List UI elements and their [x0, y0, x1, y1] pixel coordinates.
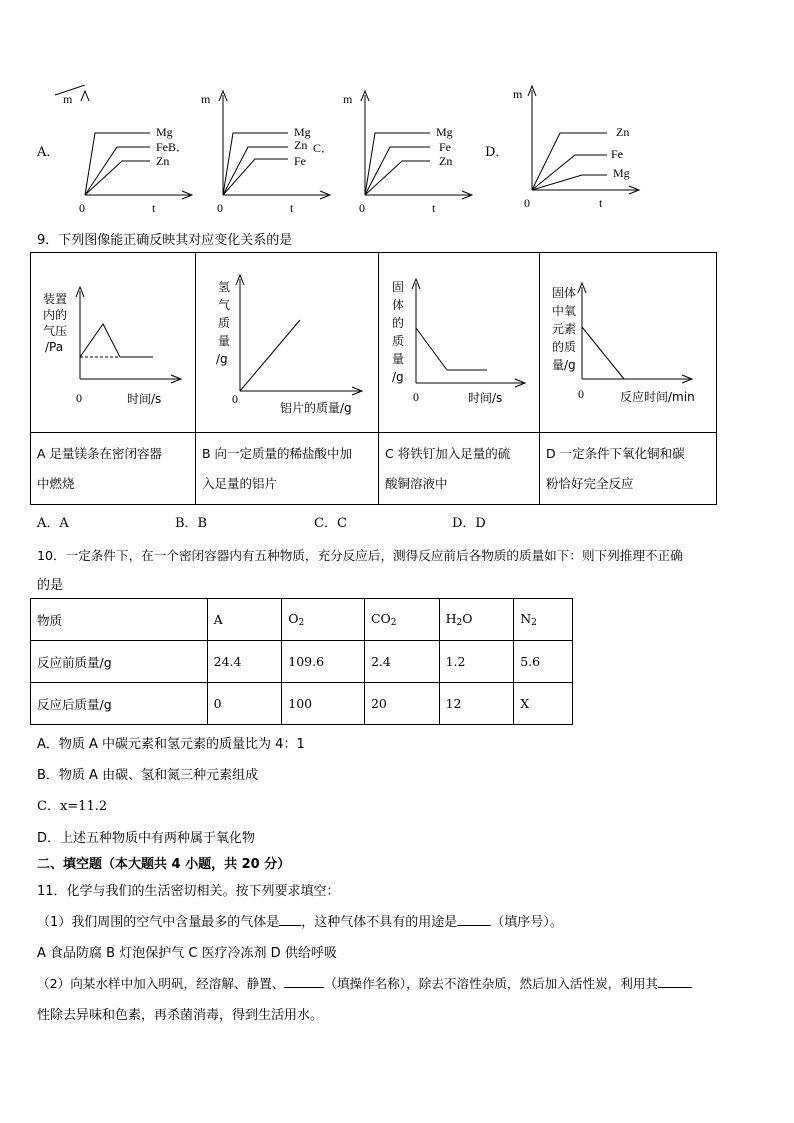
header-cell: $N_2$ [514, 599, 573, 641]
xlabel: 时间/s [468, 391, 503, 405]
ylabel: /Pa [45, 340, 64, 354]
q9-caption-d: D 一定条件下氧化铜和碳 粉恰好完全反应 [540, 433, 717, 505]
cell: 24.4 [207, 641, 282, 683]
origin-label: 0 [232, 392, 238, 406]
line-label: C． [313, 141, 334, 155]
ylabel: 量 [218, 334, 231, 348]
line-label: Fe [439, 140, 451, 154]
q10-option-c: C．x=11.2 [37, 799, 108, 814]
header-cell: A [207, 599, 282, 641]
line-label: Mg [436, 125, 453, 139]
q11-part2-line2: 性除去异味和色素，再杀菌消毒，得到生活用水。 [37, 1008, 324, 1023]
ylabel: 气压 [43, 324, 68, 338]
cell: 2.4 [364, 641, 439, 683]
ylabel: 质 [218, 316, 231, 330]
y-axis-label: m [201, 92, 211, 106]
cell: 20 [364, 683, 439, 725]
line-label: Fe [294, 154, 306, 168]
q9-stem: 9．下列图像能正确反映其对应变化关系的是 [37, 233, 293, 248]
q9-choice-a: A．A [37, 516, 69, 531]
origin-label: 0 [524, 196, 530, 210]
line-label: Zn [294, 138, 308, 152]
q9-caption-c: C 将铁钉加入足量的硫 酸铜溶液中 [379, 433, 540, 505]
line-label: Fe [611, 147, 623, 161]
line-label: Zn [439, 154, 453, 168]
q8-option-d-letter: D． [485, 145, 509, 160]
ylabel: 的质 [552, 340, 577, 354]
q9-table [30, 252, 717, 505]
header-cell: $CO_2$ [364, 599, 439, 641]
header-cell: $H_2O$ [439, 599, 514, 641]
ylabel: 固体 [552, 286, 577, 300]
origin-label: 0 [578, 387, 584, 401]
q10-stem-2: 的是 [37, 578, 64, 593]
ylabel: /g [216, 352, 228, 366]
answer-blank[interactable] [457, 925, 491, 926]
q9-caption-a: A 足量镁条在密闭容器 中燃烧 [31, 433, 196, 505]
ylabel: 中氧 [552, 304, 577, 318]
y-axis-label: m [343, 92, 353, 106]
x-axis-label: t [290, 201, 294, 215]
q10-table [30, 598, 573, 725]
answer-blank[interactable] [658, 987, 692, 988]
cell: 100 [282, 683, 365, 725]
origin-label: 0 [76, 391, 82, 405]
header-cell: 物质 [31, 599, 208, 641]
xlabel: 铝片的质量/g [280, 401, 352, 415]
table-row [31, 683, 573, 725]
line-label: FeB． [156, 140, 189, 154]
ylabel: 装置 [43, 292, 68, 306]
q9-graph-b-cell [196, 253, 379, 433]
q11-stem: 11．化学与我们的生活密切相关。按下列要求填空： [37, 884, 340, 899]
x-axis-label: t [152, 201, 156, 215]
answer-blank[interactable] [279, 925, 301, 926]
q9-choice-c: C．C [314, 516, 347, 531]
line-label: Zn [156, 154, 170, 168]
origin-label: 0 [79, 201, 85, 215]
xlabel: 反应时间/min [620, 390, 695, 404]
q11-part2: （2）向某水样中加入明矾，经溶解、静置、 （填操作名称），除去不溶性杂质，然后加入活性炭，利用其 [37, 973, 692, 992]
cell: 1.2 [439, 641, 514, 683]
section-heading: 二、填空题（本大题共 4 小题，共 20 分） [37, 857, 291, 872]
cell: 5.6 [514, 641, 573, 683]
line-label: Mg [613, 166, 630, 180]
x-axis-label: t [599, 196, 603, 210]
y-axis-label: m [63, 92, 73, 106]
cell: 12 [439, 683, 514, 725]
ylabel: 量 [392, 352, 405, 366]
q10-stem: 10．一定条件下，在一个密闭容器内有五种物质，充分反应后，测得反应前后各物质的质量如下：则下列推理不正确 [37, 548, 683, 563]
q8-graph-c [335, 85, 480, 215]
q9-choice-d: D．D [452, 516, 486, 531]
ylabel: /g [392, 370, 404, 384]
answer-blank[interactable] [284, 987, 324, 988]
origin-label: 0 [413, 390, 419, 404]
q8-graph-b [193, 85, 338, 215]
q10-option-b: B．物质 A 由碳、氢和氮三种元素组成 [37, 768, 259, 783]
ylabel: 内的 [43, 308, 68, 322]
q9-graph-c-cell [379, 253, 540, 433]
q9-graph-c [379, 253, 539, 429]
cell: 0 [207, 683, 282, 725]
y-axis-label: m [513, 87, 523, 101]
q8-option-a-letter: A． [37, 145, 60, 160]
table-row [31, 641, 573, 683]
q10-option-d: D．上述五种物质中有两种属于氧化物 [37, 831, 256, 846]
ylabel: 气 [218, 298, 231, 312]
cell: 反应后质量/g [31, 683, 208, 725]
cell: 109.6 [282, 641, 365, 683]
q9-graph-a [31, 253, 195, 429]
ylabel: 量/g [552, 358, 576, 372]
ylabel: 元素 [552, 322, 577, 336]
q9-choice-b: B．B [175, 516, 208, 531]
origin-label: 0 [359, 201, 365, 215]
q8-graph-d [502, 80, 647, 210]
ylabel: 的 [392, 316, 405, 330]
q11-part1-options: A 食品防腐 B 灯泡保护气 C 医疗冷冻剂 D 供给呼吸 [37, 946, 337, 961]
q9-graph-b [196, 253, 378, 429]
table-row [31, 599, 573, 641]
xlabel: 时间/s [127, 392, 162, 406]
q11-part1: （1）我们周围的空气中含量最多的气体是 ，这种气体不具有的用途是 （填序号）。 [37, 915, 563, 930]
q9-caption-b: B 向一定质量的稀盐酸中加 入足量的铝片 [196, 433, 379, 505]
line-label: Zn [616, 125, 630, 139]
cell: X [514, 683, 573, 725]
q9-graph-d-cell [540, 253, 717, 433]
q8-graph-a [55, 85, 200, 215]
q9-graph-a-cell [31, 253, 196, 433]
x-axis-label: t [432, 201, 436, 215]
header-cell: $O_2$ [282, 599, 365, 641]
origin-label: 0 [217, 201, 223, 215]
cell: 反应前质量/g [31, 641, 208, 683]
q10-option-a: A．物质 A 中碳元素和氢元素的质量比为 4：1 [37, 737, 305, 752]
ylabel: 体 [392, 298, 405, 312]
ylabel: 固 [392, 280, 405, 294]
ylabel: 质 [392, 334, 405, 348]
line-label: Mg [156, 125, 173, 139]
line-label: Mg [294, 125, 311, 139]
q9-graph-d [540, 253, 716, 429]
ylabel: 氢 [218, 280, 231, 294]
